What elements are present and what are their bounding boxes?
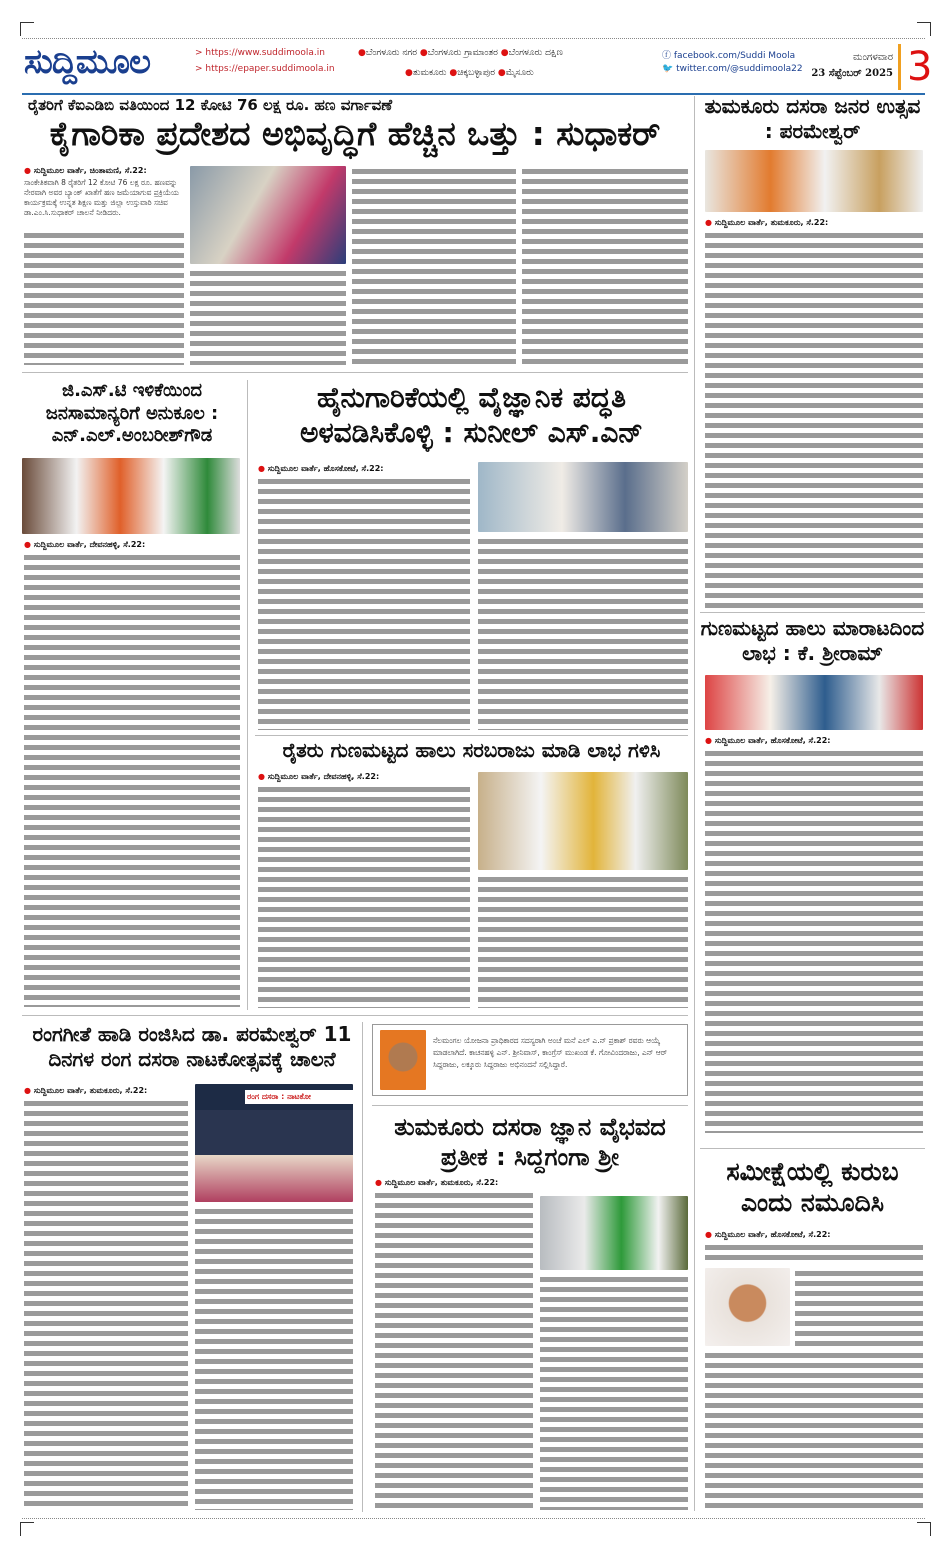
body-text [522,166,688,366]
crop-mark [917,22,931,36]
dateline: ● ಸುದ್ದಿಮೂಲ ವಾರ್ತೆ, ಹೊಸಕೋಟೆ, ಸೆ.22: [705,1230,831,1240]
photo-helicopter-event [540,1196,688,1270]
cities-row-2: ●ತುಮಕೂರು ●ಚಿಕ್ಕಬಳ್ಳಾಪುರ ●ಮೈಸೂರು [405,68,534,78]
body-text [190,268,346,365]
facebook-link[interactable]: ⓕ facebook.com/Suddi Moola [662,51,796,61]
body-text [24,552,240,1007]
headline: ಗುಣಮಟ್ಟದ ಹಾಲು ಮಾರಾಟದಿಂದ ಲಾಭ : ಕೆ. ಶ್ರೀರಾಮ್ [700,616,925,665]
dateline: ● ಸುದ್ದಿಮೂಲ ವಾರ್ತೆ, ಹೊಸಕೋಟೆ, ಸೆ.22: [705,736,831,746]
headline: ತುಮಕೂರು ದಸರಾ ಜ್ಞಾನ ವೈಭವದ ಪ್ರತೀಕ : ಸಿದ್ದಗಂಗಾ ಶ್ರೀ [394,1113,666,1171]
dateline: ● ಸುದ್ದಿಮೂಲ ವಾರ್ತೆ, ತುಮಕೂರು, ಸೆ.22: [705,218,828,228]
body-text [705,748,923,1133]
crop-mark [20,1522,34,1536]
photo-gst-event [22,458,240,534]
bottom-dotted-rule [22,1518,925,1519]
kicker: ರೈತರಿಗೆ ಕೆಐಎಡಿಬಿ ವತಿಯಿಂದ 12 ಕೋಟಿ 76 ಲಕ್ಷ ರೂ. ಹಣ ವರ್ಗಾವಣೆ [28,96,393,114]
dateline: ● ಸುದ್ದಿಮೂಲ ವಾರ್ತೆ, ದೇವನಹಳ್ಳಿ, ಸೆ.22: [24,540,145,550]
body-text [195,1206,353,1510]
cities-row-1: ●ಬೆಂಗಳೂರು ನಗರ ●ಬೆಂಗಳೂರು ಗ್ರಾಮಾಂತರ ●ಬೆಂಗಳೂರು ದಕ್ಷಿಣ [358,48,563,58]
body-text [478,874,688,1008]
body-text [540,1274,688,1510]
photo-ranga-dasara [195,1084,353,1202]
facebook-icon: ⓕ [662,51,674,61]
dateline: ● ಸುದ್ದಿಮೂಲ ವಾರ್ತೆ, ತುಮಕೂರು, ಸೆ.22: [375,1178,498,1188]
body-text [258,476,470,730]
body-text [478,536,688,730]
body-text [24,1098,188,1510]
weekday: ಮಂಗಳವಾರ [852,52,893,63]
body-text [352,166,516,366]
logo: ಸುದ್ದಿಮೂಲ [24,42,150,82]
headline: ಕೈಗಾರಿಕಾ ಪ್ರದೇಶದ ಅಭಿವೃದ್ಧಿಗೆ ಹೆಚ್ಚಿನ ಒತ್ತು : ಸುಧಾಕರ್ [49,114,661,153]
notice-text: ನೆಲಮಂಗಲ ಯೋಜನಾ ಪ್ರಾಧಿಕಾರದ ಸದಸ್ಯರಾಗಿ ಅಂಚೆ ಮನೆ ಎಲ್ ಎ.ನ್ ಪ್ರಕಾಶ್ ರವರು ಆಯ್ಕೆ ಮಾಡಲಾಗಿದೆ. ಕಾಚನಹಳ್ಳಿ ಎನ್. ಶ್ರೀನಿವಾಸ್, ಕಾಂಗ್ರೆಸ್ ಮುಖಂಡ ಕೆ. ಗೋವಿಂದರಾಜು, ಎನ್ ಆರ್ ಸಿದ್ದರಾಜು, ಲಕ್ಕೂರು ಸಿದ್ದರಾಜು ಅಭಿನಂದನೆ ಸಲ್ಲಿಸಿದ್ದಾರೆ. [433,1036,668,1069]
dateline: ● ಸುದ್ದಿಮೂಲ ವಾರ್ತೆ, ಚಿಂತಾಮಣಿ, ಸೆ.22: [24,166,184,176]
photo-milk-farmers [478,772,688,870]
twitter-icon: 🐦 [662,64,677,74]
body-text [705,230,923,608]
photo-portrait [705,1268,790,1346]
photo-portrait [380,1030,426,1090]
photo-dairy-event [478,462,688,532]
epaper-link[interactable]: > https://epaper.suddimoola.in [195,64,335,74]
body-text [24,230,184,365]
lead-text: ಸಾಂಕೇತಿಕವಾಗಿ 8 ರೈತರಿಗೆ 12 ಕೋಟಿ 76 ಲಕ್ಷ ರೂ. ಹಣವನ್ನು ನೇರವಾಗಿ ಅವರ ಬ್ಯಾಂಕ್ ಖಾತೆಗೆ ಹಣ ಜಮೆಯಾಗುವ ಪ್ರಕ್ರಿಯೆಯ ಕಾರ್ಯಕ್ರಮಕ್ಕೆ ಉನ್ನತ ಶಿಕ್ಷಣ ಮತ್ತು ಜಿಲ್ಲಾ ಉಸ್ತುವಾರಿ ಸಚಿವ ಡಾ.ಎಂ.ಸಿ.ಸುಧಾಕರ್ ಚಾಲನೆ ನೀಡಿದರು. [24,178,179,217]
issue-date: 23 ಸೆಪ್ಟೆಂಬರ್ 2025 [811,68,893,79]
headline: ಜಿ.ಎಸ್.ಟಿ ಇಳಿಕೆಯಿಂದ ಜನಸಾಮಾನ್ಯರಿಗೆ ಅನುಕೂಲ : ಎನ್.ಎಲ್.ಅಂಬರೀಶ್‌ಗೌಡ [45,380,219,446]
page-number: 3 [898,44,932,90]
body-text [375,1190,533,1510]
photo-milk-event [705,675,923,730]
photo-land-compensation [190,166,346,264]
body-text [795,1268,923,1346]
banner-text: ರಂಗ ದಸರಾ : ನಾಟಕೋ [245,1090,353,1104]
crop-mark [20,22,34,36]
photo-dasara-event [705,150,923,212]
headline: ಹೈನುಗಾರಿಕೆಯಲ್ಲಿ ವೈಜ್ಞಾನಿಕ ಪದ್ಧತಿ ಅಳವಡಿಸಿಕೊಳ್ಳಿ : ಸುನೀಲ್ ಎಸ್.ಎನ್ [300,381,643,449]
headline: ರಂಗಗೀತೆ ಹಾಡಿ ರಂಜಿಸಿದ ಡಾ. ಪರಮೇಶ್ವರ್ 11 ದಿನಗಳ ರಂಗ ದಸರಾ ನಾಟಕೋತ್ಸವಕ್ಕೆ ಚಾಲನೆ [32,1022,352,1071]
twitter-link[interactable]: 🐦 twitter.com/@suddimoola22 [662,64,803,74]
headline: ಸಮೀಕ್ಷೆಯಲ್ಲಿ ಕುರುಬ ಎಂದು ನಮೂದಿಸಿ [726,1157,899,1218]
body-text [705,1242,923,1264]
dateline: ● ಸುದ್ದಿಮೂಲ ವಾರ್ತೆ, ತುಮಕೂರು, ಸೆ.22: [24,1086,147,1096]
body-text [258,784,470,1008]
notice-box [372,1024,688,1096]
headline: ರೈತರು ಗುಣಮಟ್ಟದ ಹಾಲು ಸರಬರಾಜು ಮಾಡಿ ಲಾಭ ಗಳಿಸಿ [282,738,661,762]
dateline: ● ಸುದ್ದಿಮೂಲ ವಾರ್ತೆ, ದೇವನಹಳ್ಳಿ, ಸೆ.22: [258,772,379,782]
top-dotted-rule [22,38,925,39]
headline: ತುಮಕೂರು ದಸರಾ ಜನರ ಉತ್ಸವ : ಪರಮೇಶ್ವರ್ [704,94,921,143]
crop-mark [917,1522,931,1536]
body-text [705,1350,923,1510]
dateline: ● ಸುದ್ದಿಮೂಲ ವಾರ್ತೆ, ಹೊಸಕೋಟೆ, ಸೆ.22: [258,464,384,474]
website-link[interactable]: > https://www.suddimoola.in [195,48,325,58]
